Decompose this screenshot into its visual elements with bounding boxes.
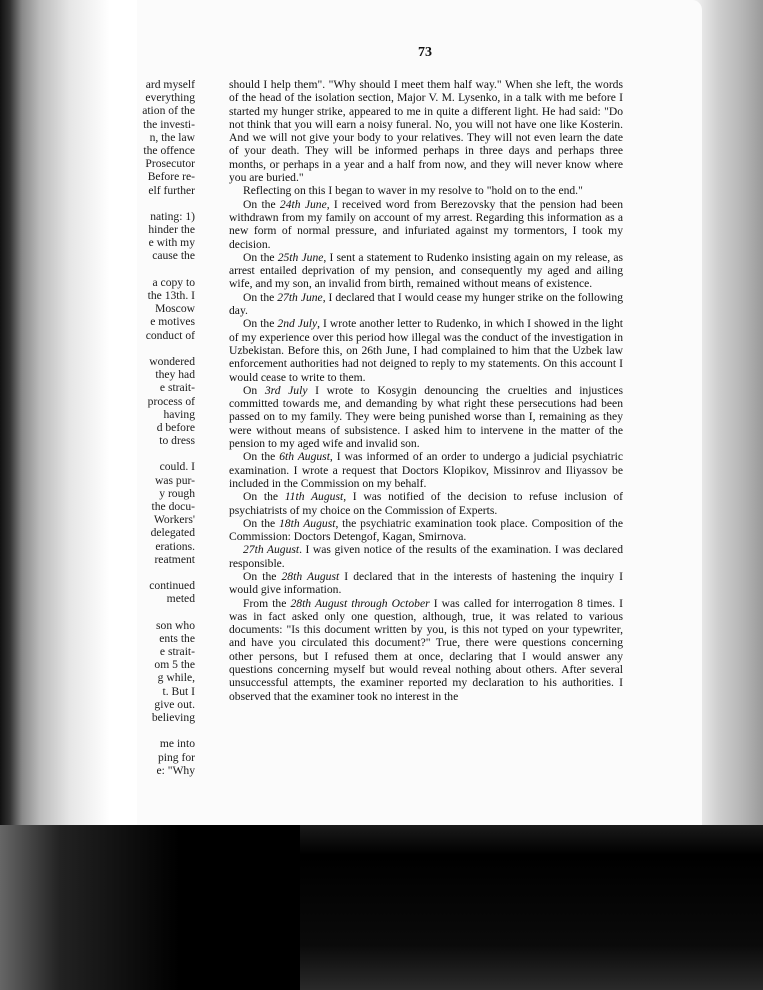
- margin-gap: [137, 606, 195, 619]
- margin-fragment: elf further: [148, 183, 195, 197]
- margin-fragment: conduct of: [145, 328, 195, 342]
- margin-fragment: Moscow: [155, 302, 195, 316]
- margin-fragment: y rough: [159, 486, 195, 500]
- paragraph: On the 24th June, I received word from Berezovsky that the pension had been withdrawn from my family on account of my arrest. Regarding this information as a new form of normal pressure, and infuriated against my tormentors, I took my decision.: [229, 197, 623, 251]
- paragraph: On 3rd July I wrote to Kosygin denouncing the cruelties and injustices committed towards me, and demanding by what right these persecutions had been passed on to my family. They were being punished worse than I, remaining as they were without means of subsistence. I asked him to intervene in the matter of the pension to my aged wife and invalid son.: [229, 383, 623, 451]
- margin-fragment: the offence: [143, 143, 195, 157]
- paragraph: On the 6th August, I was informed of an order to undergo a judicial psychiatric examination. I wrote a request that Doctors Klopikov, Missinrov and Iliyassov be included in the Commission on my behalf.: [229, 450, 623, 490]
- date-2nd-july: 2nd July: [277, 317, 318, 331]
- margin-fragment: ard myself: [145, 78, 195, 91]
- margin-fragment: Prosecutor: [145, 157, 195, 171]
- paragraph: 27th August. I was given notice of the results of the examination. I was declared responsible.: [229, 543, 623, 570]
- margin-fragment: son who: [156, 618, 195, 632]
- paragraph: On the 25th June, I sent a statement to Rudenko insisting again on my release, as arrest entailed deprivation of my pension, and consequently my aged and ailing wife, and my son, an invalid from birth, remained without means of existence.: [229, 250, 623, 291]
- paragraph: On the 11th August, I was notified of the decision to refuse inclusion of psychiatrists of my choice on the Commission of Experts.: [229, 490, 623, 517]
- date-11th-august: 11th August: [284, 490, 344, 504]
- date-28th-august: 28th August: [281, 569, 340, 583]
- margin-fragment: cause the: [152, 249, 195, 263]
- margin-fragment: delegated: [150, 526, 195, 540]
- scan-shadow-bottom-left: [0, 825, 300, 990]
- margin-fragment: ation of the: [142, 104, 195, 118]
- margin-fragment: e: "Why: [156, 763, 195, 777]
- margin-fragment: reatment: [154, 552, 195, 566]
- margin-fragment: d before: [156, 420, 195, 434]
- paragraph: On the 2nd July, I wrote another letter to Rudenko, in which I showed in the light of my experience over this period how illegal was the conduct of the investigation in Uzbekistan. Before this, on 26th June, I had complained to him that the Uzbek law enforcement authorities had not deigned to reply to my statements. On this account I would cease to write to them.: [229, 317, 623, 384]
- margin-fragment: e with my: [148, 236, 195, 250]
- margin-fragment: the 13th. I: [147, 289, 195, 302]
- margin-fragment: give out.: [154, 697, 195, 711]
- margin-fragment: could. I: [159, 460, 195, 474]
- date-27th-june: 27th June: [277, 290, 323, 304]
- margin-gap: [137, 263, 195, 276]
- margin-fragment: believing: [151, 711, 195, 724]
- margin-gap: [137, 342, 195, 355]
- margin-fragment: was pur-: [154, 473, 195, 487]
- margin-fragment: om 5 the: [154, 658, 195, 672]
- date-3rd-july: 3rd July: [264, 383, 308, 397]
- margin-fragment: me into: [159, 737, 195, 751]
- margin-fragment: a copy to: [152, 275, 195, 289]
- margin-fragment: ping for: [157, 750, 195, 764]
- margin-gap: [137, 197, 195, 210]
- margin-fragment: Before re-: [147, 170, 195, 184]
- margin-fragment: erations.: [155, 539, 195, 553]
- margin-fragment: having: [163, 407, 195, 421]
- paragraph: On the 18th August, the psychiatric examination took place. Composition of the Commission: Doctors Detengof, Kagan, Smirnova.: [229, 516, 623, 544]
- margin-fragment: wondered: [149, 354, 195, 368]
- date-6th-august: 6th August: [279, 450, 330, 464]
- date-25th-june: 25th June: [277, 250, 324, 264]
- margin-fragment: e motives: [150, 315, 195, 329]
- margin-fragment: ents the: [159, 631, 195, 645]
- margin-fragment: e strait-: [159, 381, 195, 395]
- margin-fragment: they had: [155, 368, 195, 382]
- margin-fragment: everything: [145, 91, 195, 105]
- margin-fragment: g while,: [157, 671, 195, 685]
- date-18th-august: 18th August: [279, 516, 336, 530]
- margin-fragment: the docu-: [151, 500, 195, 513]
- margin-fragment: t. But I: [162, 684, 195, 698]
- margin-fragment: process of: [147, 394, 195, 408]
- date-24th-june: 24th June: [279, 197, 327, 211]
- page-body-text: [229, 78, 623, 703]
- margin-fragment: Workers': [153, 513, 195, 527]
- paragraph: On the 28th August I declared that in the interests of hastening the inquiry I would give information.: [229, 569, 623, 597]
- paragraph: From the 28th August through October I was called for interrogation 8 times. I was in fact asked only one question, although, true, it was related to various documents: "Is this document written by you, is this not typed on your typewriter, and have you circulated this document?" True, there were questions concerning other persons, but I refused them at once, declaring that I would answer any questions concerning myself but would reveal nothing about others. After several unsuccessful attempts, the examiner reported my declaration to his authorities. I observed that the examiner took no interest in the: [229, 596, 623, 703]
- facing-page-margin-text: [137, 78, 195, 777]
- paragraph: Reflecting on this I began to waver in my resolve to "hold on to the end.": [243, 184, 583, 198]
- margin-fragment: n, the law: [149, 130, 195, 144]
- margin-gap: [137, 566, 195, 579]
- margin-fragment: continued: [149, 579, 195, 593]
- page-number: 73: [418, 45, 432, 60]
- date-range-august-october: 28th August through October: [290, 596, 430, 610]
- paragraph: On the 27th June, I declared that I would cease my hunger strike on the following day.: [229, 290, 623, 318]
- margin-fragment: hinder the: [148, 223, 195, 237]
- margin-fragment: e strait-: [159, 645, 195, 659]
- margin-fragment: the investi-: [143, 117, 195, 131]
- paragraph: should I help them". "Why should I meet them half way." When she left, the words of the head of the isolation section, Major V. M. Lysenko, in a talk with me before I started my hunger strike, appeared to me in quite a different light. He had said: "Do not think that you will earn a noisy funeral. No, you will not have one like Kosterin. And we will not give your body to your relatives. They will not even learn the date of your death. They will be informed perhaps in three days and perhaps three months, or perhaps in a year and a half from now, and they will never know where you are buried.": [229, 78, 623, 185]
- margin-fragment: nating: 1): [150, 209, 195, 223]
- margin-gap: [137, 447, 195, 460]
- margin-gap: [137, 724, 195, 737]
- margin-fragment: to dress: [159, 434, 195, 448]
- date-27th-august: 27th August: [243, 543, 300, 557]
- margin-fragment: meted: [166, 592, 195, 606]
